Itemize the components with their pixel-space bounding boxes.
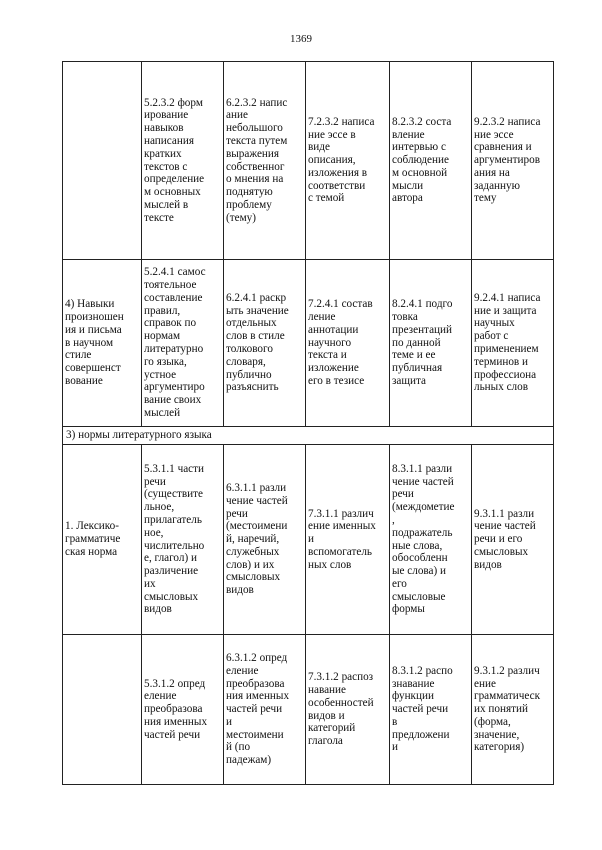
grade-6-cell [224,62,306,260]
cell-line: речи и его [474,533,523,546]
grade-8-cell [390,635,472,785]
cell-line: речи [392,488,414,501]
cell-line: видов и [308,709,345,722]
cell-line: й, наречий, [226,533,280,546]
cell-line: описания, [308,154,356,167]
cell-line: вание своих [144,394,202,407]
cell-line: 8.2.3.2 соста [392,115,452,128]
cell-line: го языка, [144,355,187,368]
cell-line: текстов с [144,160,188,173]
cell-line: составление [144,291,203,304]
cell-line: частей речи [226,703,283,716]
cell-line: заданную [474,179,520,192]
cell-line: чение частей [474,520,536,533]
grade-9-cell [472,635,554,785]
skill-label-cell [63,62,142,260]
grade-8-cell [390,445,472,635]
cell-line: ская норма [65,545,118,558]
grade-6-cell [224,635,306,785]
grade-7-cell [306,260,390,427]
cell-line: категорий [308,722,356,735]
page-number: 1369 [290,33,312,45]
cell-line: 5.3.1.1 части [144,462,204,475]
cell-line: интервью с [392,141,446,154]
cell-line: 6.3.1.1 разли [226,481,287,494]
cell-line: аргументиро [144,381,205,394]
cell-line: 9.3.1.1 разли [474,507,535,520]
cell-line: функции [392,690,434,703]
table-row [63,260,554,427]
cell-line: особенностей [308,696,374,709]
cell-line: и [392,741,398,754]
cell-line: мыслей [144,406,181,419]
cell-line: видов [144,603,172,616]
cell-line: поднятую [226,186,273,199]
cell-line: смысловых [144,590,199,603]
cell-line: категория) [474,741,525,754]
cell-line: презентаций [392,323,453,336]
cell-line: работ с [474,330,509,343]
cell-line: преобразова [144,703,203,716]
cell-line: их [144,577,156,590]
cell-line: местоимени [226,728,284,741]
cell-line: ния именных [226,690,290,703]
cell-line: профессиона [474,368,537,381]
cell-line: кратких [144,147,182,160]
cell-line: (местоимени [226,520,288,533]
curriculum-table [62,61,554,785]
cell-line: 6.2.3.2 напис [226,96,288,109]
cell-line: теме и ее [392,349,436,362]
cell-line: ния именных [144,715,208,728]
cell-line: формы [392,603,425,616]
cell-line: ных слов [308,558,352,571]
cell-line: м основной [392,166,448,179]
grade-7-cell [306,445,390,635]
cell-line: отдельных [226,317,277,330]
cell-line: публичная [392,362,443,375]
cell-line: о мнения на [226,173,284,186]
cell-line: текста и [308,349,347,362]
cell-line: его [392,577,407,590]
cell-line: терминов и [474,355,528,368]
cell-line: их понятий [474,703,528,716]
cell-line: смысловых [226,571,281,584]
cell-line: по данной [392,336,441,349]
cell-line: ние и защита [474,304,537,317]
grade-9-cell [472,62,554,260]
cell-line: ание [226,109,248,122]
cell-line: ия и письма [65,323,122,336]
cell-line: автора [392,192,423,205]
cell-line: смысловых [474,545,529,558]
cell-line: слов в стиле [226,330,285,343]
table-body [63,62,554,785]
cell-line: ние эссе в [308,128,356,141]
table-row [63,635,554,785]
cell-line: (тему) [226,211,256,224]
cell-line: и [308,533,314,546]
cell-line: чение частей [226,494,288,507]
grade-5-cell [142,445,224,635]
cell-line: изложение [308,362,359,375]
cell-line: глагола [308,735,343,748]
cell-line: справок по [144,317,197,330]
cell-line: его в тезисе [308,374,365,387]
cell-line: еление [144,690,177,703]
grade-8-cell [390,62,472,260]
cell-line: 5.2.4.1 самос [144,266,206,279]
cell-line: ания на [474,166,510,179]
cell-line: с темой [308,192,345,205]
cell-line: падежам) [226,754,272,767]
cell-line: 9.2.4.1 написа [474,291,541,304]
cell-line: различение [144,565,199,578]
grade-6-cell [224,260,306,427]
cell-line: грамматическ [474,690,541,703]
cell-line: и [226,715,232,728]
cell-line: ние эссе [474,128,514,141]
cell-line: толкового [226,343,273,355]
cell-line: служебных [226,545,280,558]
cell-line: обособленн [392,552,448,565]
cell-line: частей речи [144,728,201,741]
cell-line: (форма, [474,715,511,728]
cell-line: научных [474,317,515,330]
grade-5-cell [142,62,224,260]
cell-line: соблюдение [392,154,449,167]
cell-line: ное, [144,526,164,539]
cell-line: 5.3.1.2 опред [144,677,206,690]
cell-line: нормам [144,330,181,343]
cell-line: ение именных [308,520,376,533]
cell-line: 7.2.4.1 состав [308,298,373,311]
cell-line: 8.2.4.1 подго [392,298,453,311]
cell-line: м основных [144,186,201,199]
cell-line: преобразова [226,677,285,690]
cell-line: речи [144,475,166,488]
cell-line: 4) Навыки [65,298,115,311]
cell-line: грамматиче [65,533,121,546]
cell-line: правил, [144,304,181,317]
cell-line: тексте [144,211,174,224]
cell-line: 6.2.4.1 раскр [226,291,287,304]
grade-7-cell [306,635,390,785]
cell-line: 8.3.1.1 разли [392,462,453,475]
grade-9-cell [472,445,554,635]
cell-line: подражатель [392,526,453,539]
cell-line: слов) и их [226,558,275,571]
cell-line: текста путем [226,134,288,147]
cell-line: тоятельное [144,279,197,292]
table-row [63,445,554,635]
cell-line: изложения в [308,166,368,179]
cell-line: аннотации [308,323,359,336]
cell-line: 7.3.1.2 распоз [308,671,374,684]
cell-line: речи [226,507,248,520]
cell-line: 1. Лексико- [65,520,119,533]
cell-line: й (по [226,741,251,754]
cell-line: знавание [392,677,435,690]
cell-line: (существите [144,488,203,501]
cell-line: товка [392,311,418,323]
cell-line: ные слова, [392,539,443,552]
cell-line: (междометие [392,501,455,514]
cell-line: льное, [144,501,175,514]
cell-line: в [392,715,398,728]
cell-line: произношен [65,311,124,323]
cell-line: в научном [65,336,114,349]
cell-line: мыслей в [144,198,189,211]
cell-line: написания [144,134,194,147]
cell-line: аргументиров [474,154,540,167]
skill-label-cell [63,445,142,635]
grade-5-cell [142,635,224,785]
section-heading: 3) нормы литературного языка [63,427,554,445]
cell-line: 8.3.1.2 распо [392,664,453,677]
cell-line: навание [308,683,346,696]
cell-line: словаря, [226,355,266,368]
cell-line: прилагатель [144,513,202,526]
table-row [63,62,554,260]
grade-7-cell [306,62,390,260]
cell-line: устное [144,368,177,381]
cell-line: литературно [144,343,204,355]
cell-line: мысли [392,179,424,192]
cell-line: ые слова) и [392,565,447,578]
cell-line: применением [474,343,539,355]
cell-line: , [392,513,395,526]
cell-line: ирование [144,109,189,122]
cell-line: ение [474,677,496,690]
cell-line: 9.3.1.2 различ [474,664,540,677]
cell-line: е, глагол) и [144,552,197,565]
cell-line: ыть значение [226,304,289,317]
cell-line: вспомогатель [308,545,373,558]
cell-line: вование [65,374,103,387]
skill-label-cell [63,635,142,785]
cell-line: льных слов [474,381,529,394]
cell-line: 9.2.3.2 написа [474,115,541,128]
cell-line: виде [308,141,330,154]
cell-line: соответстви [308,179,366,192]
skill-label-cell [63,260,142,427]
cell-line: 7.3.1.1 различ [308,507,374,520]
cell-line: чение частей [392,475,454,488]
grade-5-cell [142,260,224,427]
cell-line: предложени [392,728,450,741]
cell-line: числительно [144,539,205,552]
cell-line: навыков [144,122,184,135]
cell-line: еление [226,664,259,677]
cell-line: сравнения и [474,141,532,154]
section-row [63,427,554,445]
cell-line: частей речи [392,703,449,716]
cell-line: публично [226,368,272,381]
cell-line: 7.2.3.2 написа [308,115,375,128]
cell-line: видов [474,558,502,571]
grade-8-cell [390,260,472,427]
cell-line: смысловые [392,590,446,603]
cell-line: разъяснить [226,381,279,394]
grade-6-cell [224,445,306,635]
cell-line: определение [144,173,205,186]
cell-line: научного [308,336,352,349]
cell-line: ление [308,311,336,323]
cell-line: видов [226,584,254,597]
grade-9-cell [472,260,554,427]
cell-line: стиле [65,349,92,362]
cell-line: тему [474,192,497,205]
cell-line: небольшого [226,122,283,135]
cell-line: 5.2.3.2 форм [144,96,203,109]
cell-line: вление [392,128,425,141]
cell-line: значение, [474,728,520,741]
cell-line: проблему [226,198,272,211]
cell-line: собственног [226,160,285,173]
cell-line: выражения [226,147,280,160]
cell-line: 6.3.1.2 опред [226,651,288,664]
cell-line: защита [392,374,426,387]
cell-line: совершенст [65,362,121,375]
